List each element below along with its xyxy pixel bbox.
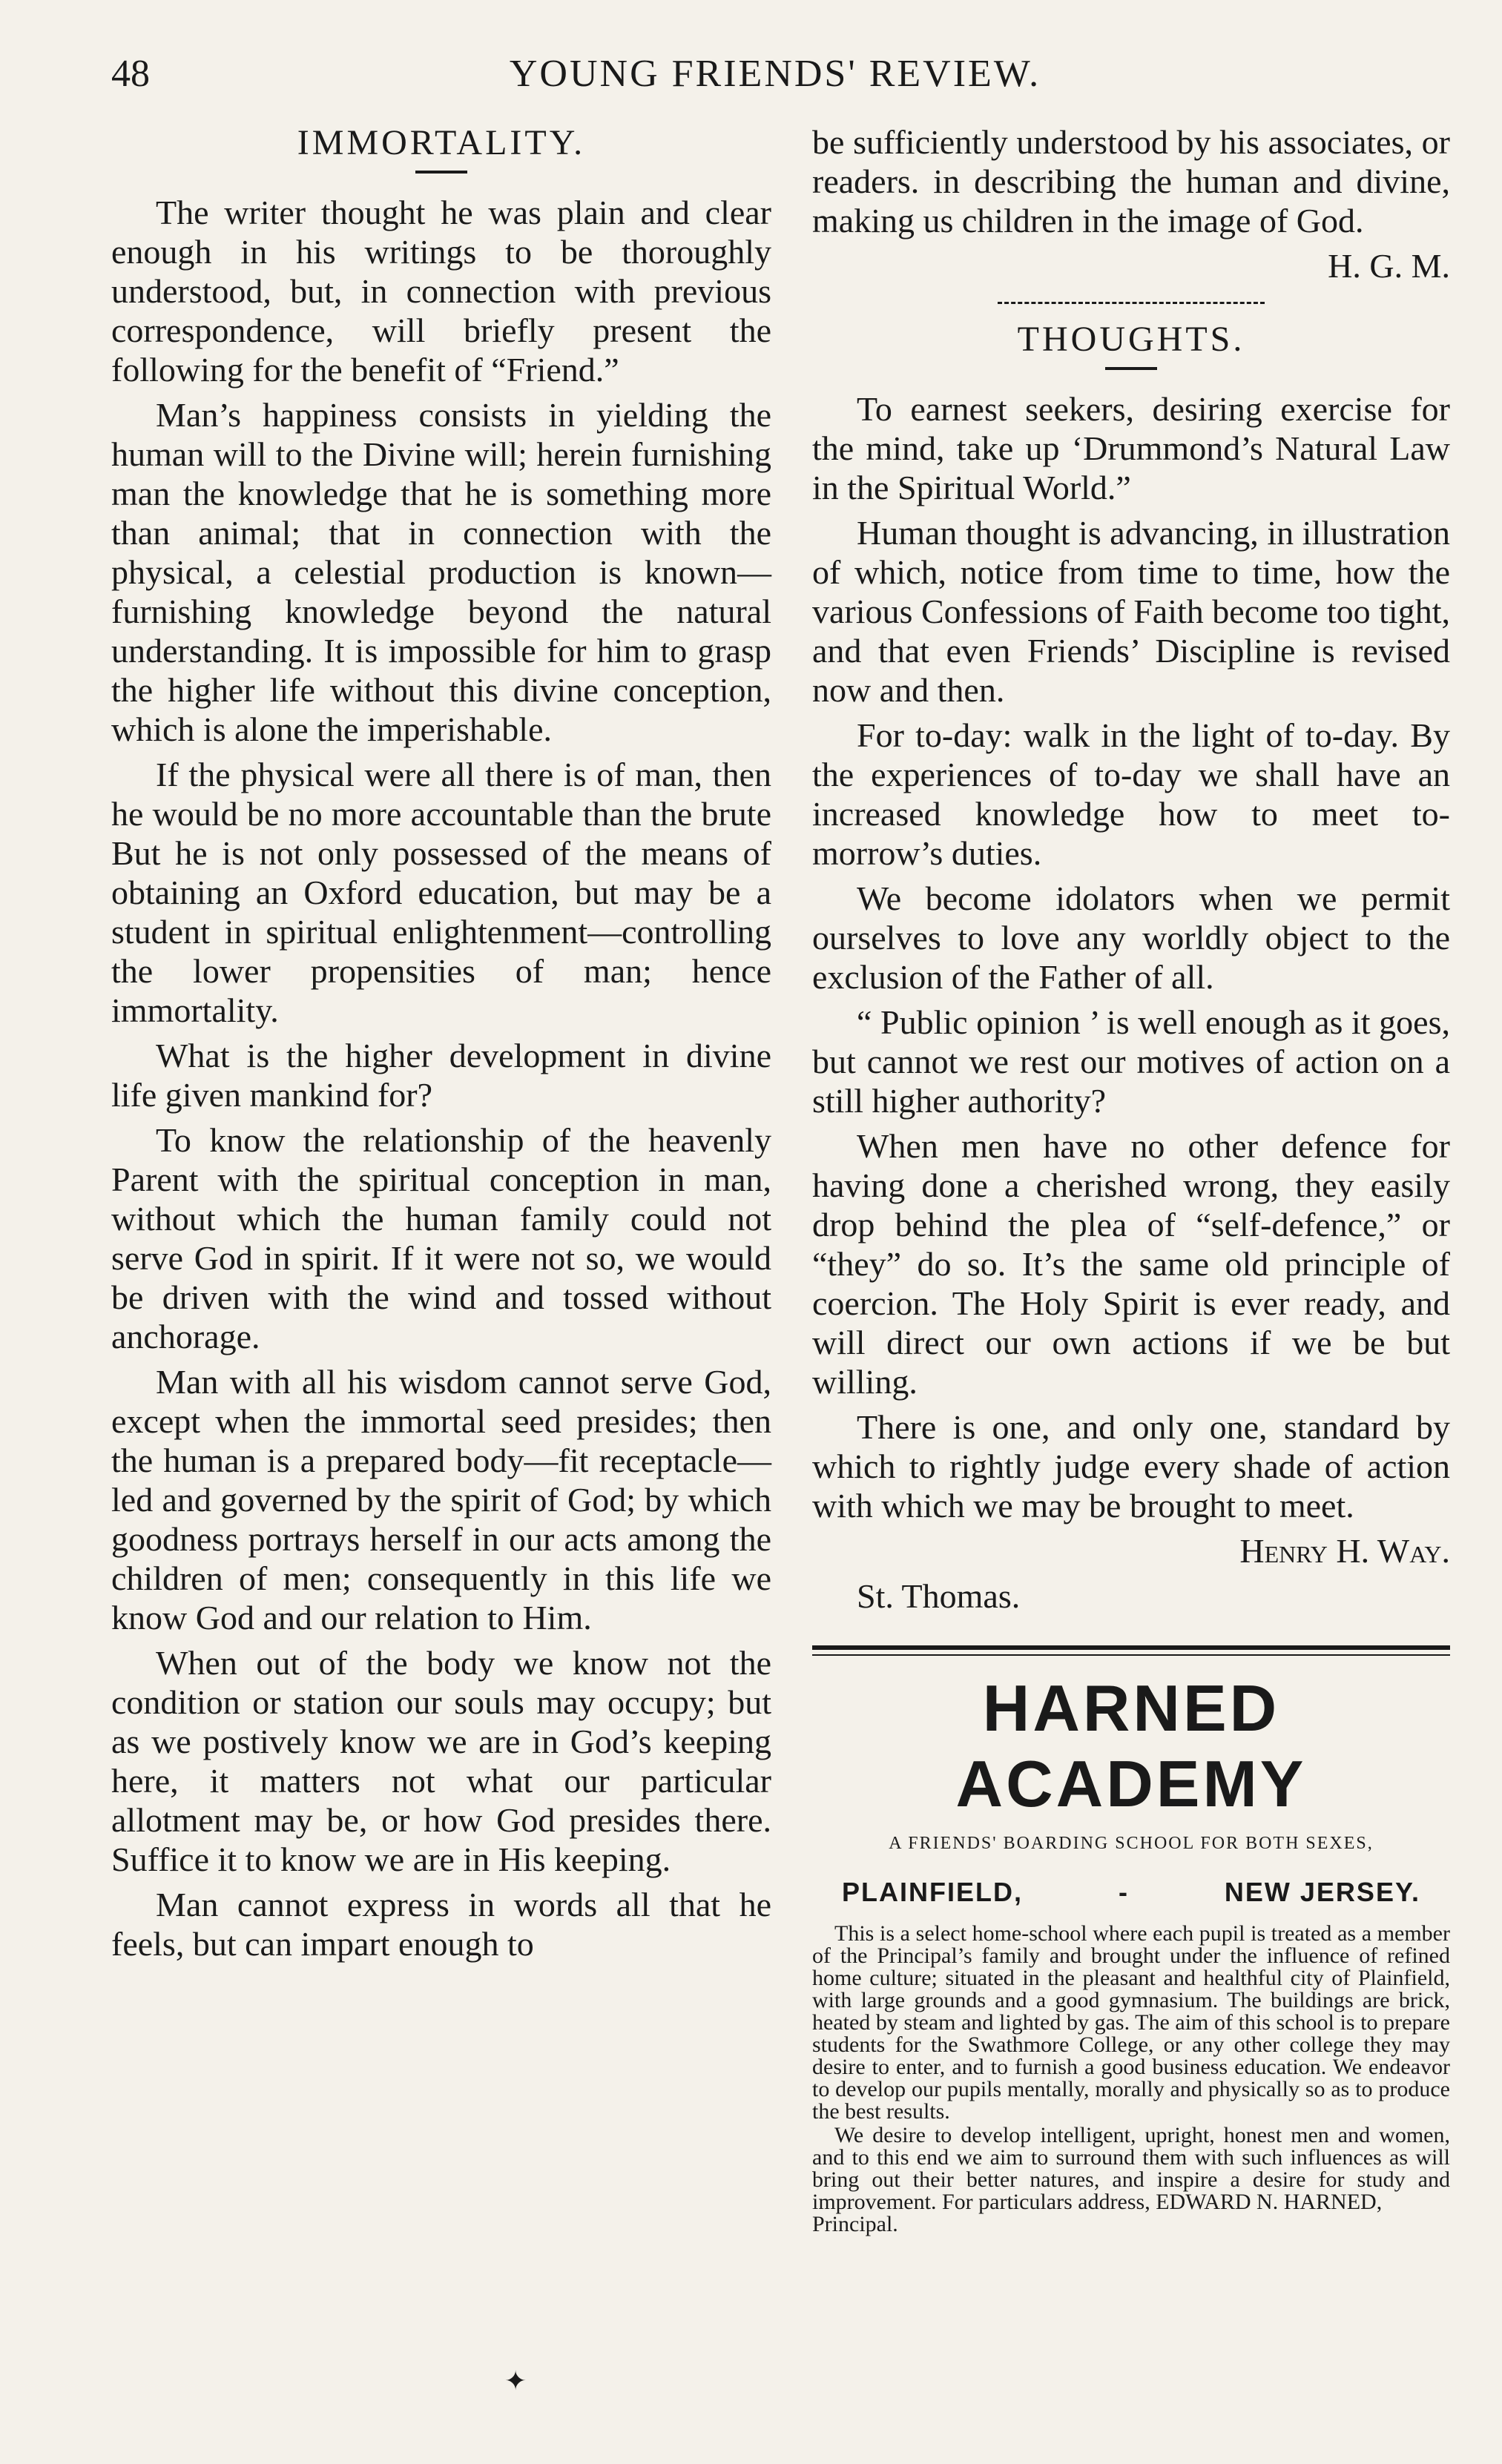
ad-location-state: NEW JERSEY. — [1224, 1877, 1420, 1907]
article-paragraph: What is the higher development in divine life given mankind for? — [111, 1037, 771, 1114]
article-paragraph: The writer thought he was plain and clear enough in his writings to be thoroughly understood, but, in connection with previous correspondence, will briefly present the following for the benefit of “Friend.” — [111, 194, 771, 389]
ad-location-dash: - — [1118, 1877, 1129, 1907]
article-paragraph: When out of the body we know not the condition or station our souls may occupy; but as we postively know we are in God’s keeping here, it matters not what our particular allotment may be, or how God presides there. Suffice it to know we are in His keeping. — [111, 1644, 771, 1878]
signature-henry-way: Henry H. Way. — [1239, 1532, 1450, 1570]
ad-body-paragraph: This is a select home-school where each pupil is treated as a member of the Principal’s family and brought under the influence of refined home culture; situated in the pleasant and healthful city of Plainfield, with large grounds and a good gymnasium. The buildings are brick, heated by steam and lighted by gas. The aim of this school is to prepare students for the Swathmore College, or any other college they may desire to enter, and to furnish a good business education. We endeavor to develop our pupils mentally, morally and physically so as to produce the best results. — [812, 1921, 1450, 2124]
article-paragraph: Man’s happiness consists in yielding the human will to the Divine will; herein furnishing man the knowledge that he is something more than animal; that in connection with the physical, a celestial production is known—furnishing knowledge beyond the natural understanding. It is impossible for him to grasp the higher life without this divine conception, which is alone the imperishable. — [111, 396, 771, 748]
signature-block — [812, 1531, 1450, 1570]
ad-location-city: PLAINFIELD, — [842, 1877, 1023, 1907]
thought-paragraph: To earnest seekers, desiring exercise for the mind, take up ‘Drummond’s Natural Law in the Spiritual World.” — [812, 390, 1450, 506]
running-title: YOUNG FRIENDS' REVIEW. — [509, 53, 1041, 95]
section-divider — [998, 302, 1265, 304]
thought-paragraph: When men have no other defence for having done a cherished wrong, they easily drop behind the plea of “self-defence,” or “they” do so. It’s the same old principle of coercion. The Holy Spirit is ever ready, and will direct our own actions if we be but willing. — [812, 1127, 1450, 1401]
signature-block — [812, 246, 1450, 285]
article-paragraph: If the physical were all there is of man, then he would be no more accountable than the brute But he is not only possessed of the means of obtaining an Oxford education, but may be a student in spiritual enlightenment—controlling the lower propensities of man; hence immortality. — [111, 756, 771, 1029]
title-rule — [415, 171, 467, 174]
page-header — [111, 52, 1439, 111]
article-title-immortality: IMMORTALITY. — [297, 123, 586, 162]
thought-paragraph: There is one, and only one, standard by which to rightly judge every shade of action with which we may be brought to meet. — [812, 1408, 1450, 1525]
title-rule — [1105, 367, 1157, 370]
page-number: 48 — [111, 53, 150, 95]
signature-hgm: H. G. M. — [1328, 247, 1450, 285]
thought-paragraph: We become idolators when we permit ourselves to love any worldly object to the exclusion of the Father of all. — [812, 879, 1450, 996]
left-column — [111, 122, 771, 1969]
ad-principal: Principal. — [812, 2212, 898, 2236]
footer-ornament: ✦ — [504, 2366, 527, 2396]
article-title-thoughts: THOUGHTS. — [1017, 320, 1245, 359]
signature-place: St. Thomas. — [857, 1577, 1021, 1615]
article-paragraph: Man cannot express in words all that he feels, but can impart enough to — [111, 1886, 771, 1963]
advertisement — [812, 1645, 1450, 2236]
article-continuation: be sufficiently understood by his associates, or readers. in describing the human and divine, making us children in the image of God. — [812, 123, 1450, 240]
right-column — [812, 122, 1450, 2236]
article-paragraph: Man with all his wisdom cannot serve God, except when the immortal seed presides; then the human is a prepared body—fit receptacle—led and governed by the spirit of God; by which goodness portrays herself in our acts among the children of men; consequently in this life we know God and our relation to Him. — [111, 1363, 771, 1636]
ad-location — [812, 1877, 1450, 1908]
thought-paragraph: “ Public opinion ’ is well enough as it goes, but cannot we rest our motives of action on a still higher authority? — [812, 1003, 1450, 1120]
thought-paragraph: For to-day: walk in the light of to-day. By the experiences of to-day we shall have an increased knowledge how to meet to-morrow’s duties. — [812, 716, 1450, 872]
ad-body-paragraph: We desire to develop intelligent, upright, honest men and women, and to this end we aim to surround them with such influences as will bring out their better natures, and inspire a desire for study and improvement. For particulars address, EDWARD N. HARNED, — [812, 2123, 1450, 2214]
article-paragraph: To know the relationship of the heavenly Parent with the spiritual conception in man, without which the human family could not serve God in spirit. If it were not so, we would be driven with the wind and tossed without anchorage. — [111, 1121, 771, 1355]
ad-subtitle: A FRIENDS' BOARDING SCHOOL FOR BOTH SEXES, — [889, 1834, 1374, 1853]
thought-paragraph: Human thought is advancing, in illustration of which, notice from time to time, how the various Confessions of Faith become too tight, and that even Friends’ Discipline is revised now and then. — [812, 514, 1450, 709]
ad-title: HARNED ACADEMY — [955, 1671, 1307, 1820]
ad-top-rule — [812, 1645, 1450, 1656]
